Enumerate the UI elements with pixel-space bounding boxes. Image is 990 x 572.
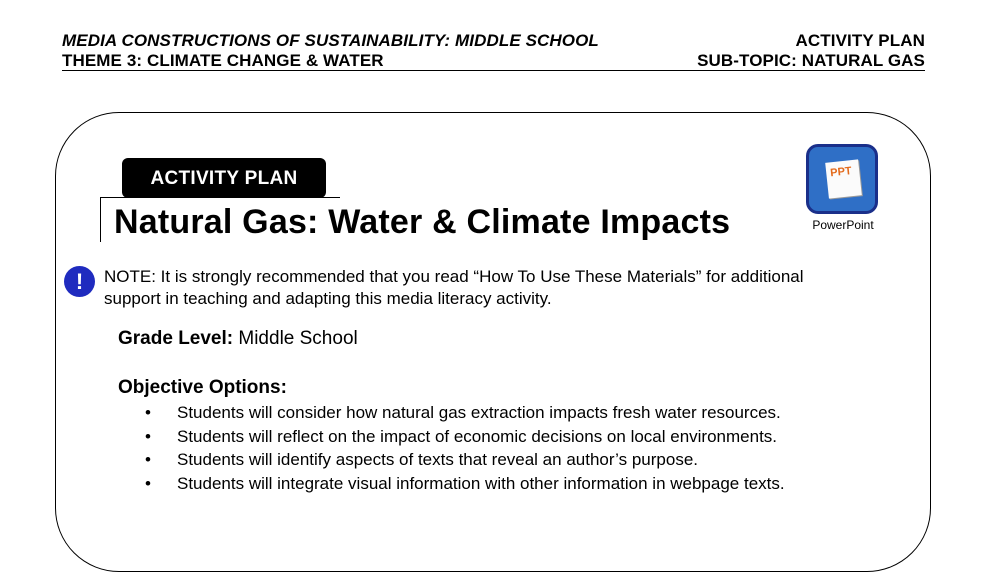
objective-text: Students will reflect on the impact of economic decisions on local environments. [177, 426, 778, 446]
grade-level-label: Grade Level: [118, 328, 234, 349]
bullet: • [145, 450, 151, 469]
objective-text: Students will consider how natural gas extraction impacts fresh water resources. [177, 403, 781, 422]
list-item [145, 448, 785, 472]
objective-text: Students will integrate visual information with other information in webpage texts. [177, 473, 785, 493]
header-doc-type: ACTIVITY PLAN [795, 31, 925, 50]
header-series-title: MEDIA CONSTRUCTIONS OF SUSTAINABILITY: MIDDLE SCHOOL [62, 31, 599, 50]
note-text: NOTE: It is strongly recommended that you read “How To Use These Materials” for additional support in teaching and adapting this media literacy activity. [104, 267, 804, 308]
tab-underline [100, 197, 340, 198]
objectives-list [145, 401, 785, 495]
objective-text: Students will identify aspects of texts that reveal an author’s purpose. [177, 450, 698, 469]
title-left-rule [100, 197, 101, 242]
header-rule [62, 70, 925, 71]
powerpoint-icon[interactable] [806, 144, 878, 214]
ppt-icon-text: PPT [829, 165, 853, 180]
bullet: • [145, 403, 151, 422]
bullet: • [145, 426, 151, 446]
list-item [145, 401, 785, 425]
list-item [145, 425, 785, 449]
objectives-heading: Objective Options: [118, 377, 287, 398]
bullet: • [145, 473, 151, 493]
list-item [145, 472, 785, 496]
header-theme: THEME 3: CLIMATE CHANGE & WATER [62, 51, 384, 70]
grade-level [118, 328, 358, 350]
exclamation-icon: ! [64, 266, 95, 297]
page-header [62, 31, 925, 71]
header-subtopic: SUB-TOPIC: NATURAL GAS [697, 51, 925, 70]
grade-level-value: Middle School [233, 328, 358, 349]
powerpoint-label[interactable]: PowerPoint [812, 218, 874, 232]
page-title: Natural Gas: Water & Climate Impacts [114, 203, 731, 241]
activity-plan-tab: ACTIVITY PLAN [122, 158, 326, 198]
slide-sheet-icon [825, 159, 862, 198]
